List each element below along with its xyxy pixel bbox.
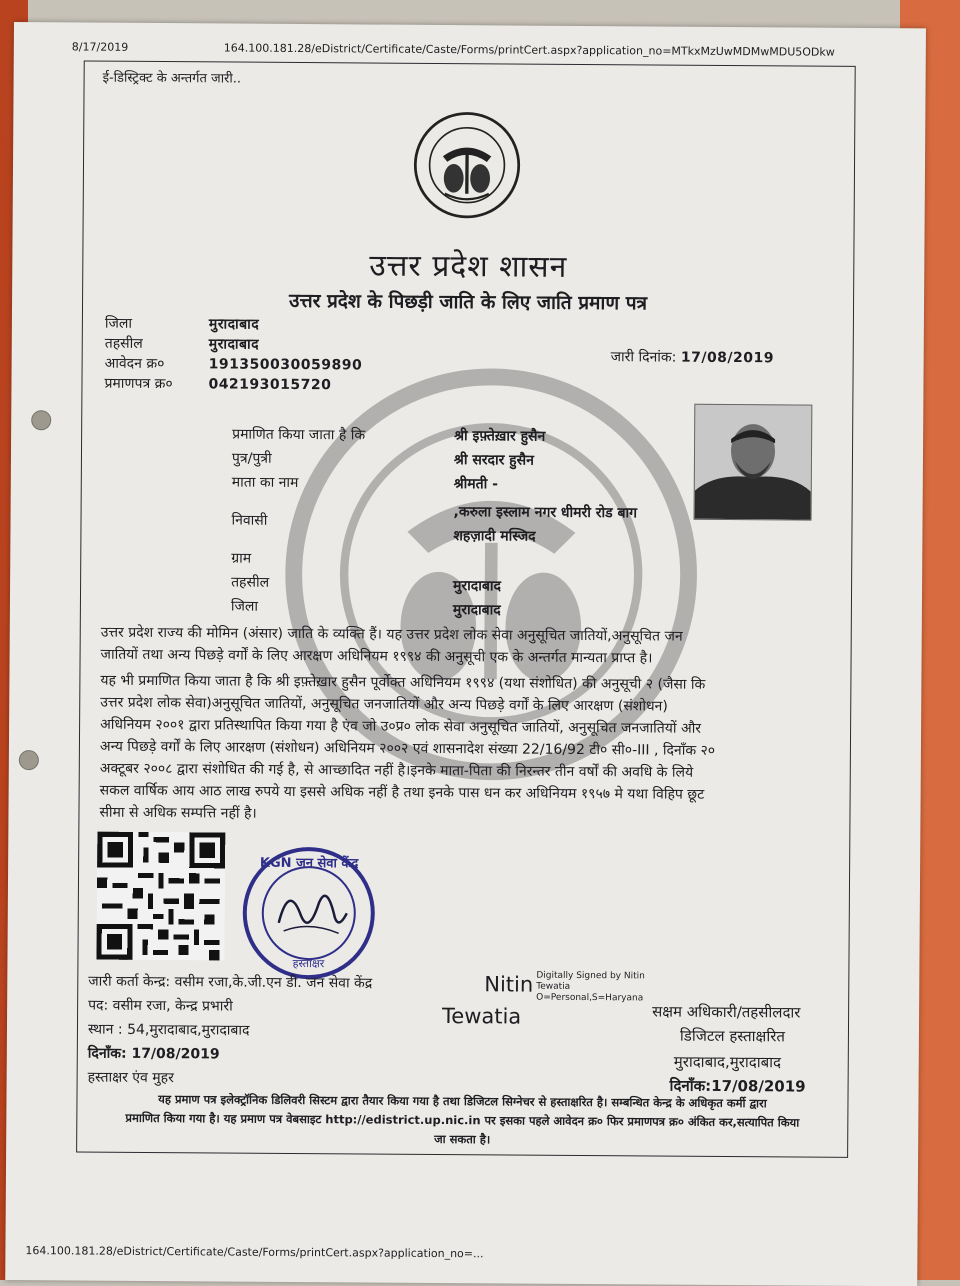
issue-date: जारी दिनांक: 17/08/2019 — [610, 349, 775, 367]
detail-value-mother: श्रीमती - — [453, 476, 499, 493]
detail-label-resident: निवासी — [231, 512, 268, 529]
government-title: उत्तर प्रदेश शासन — [369, 248, 568, 285]
digital-sign-info: Digitally Signed by Nitin Tewatia O=Personal,S=Haryana — [536, 970, 645, 1004]
caste-paragraph: उत्तर प्रदेश राज्य की मोमिन (अंसार) जाति के व्यक्ति हैं। यह उत्तर प्रदेश लोक सेवा अनुसूचित जातियों,अनुसूचित जन जातियों तथा अन्य पिछड़े वर्गों के लिए आरक्षण अधिनियम १९९४ की अनुसूची एक के अन्तर्गत मान्यता प्राप्त है। — [100, 624, 683, 667]
svg-text:हस्ताक्षर: हस्ताक्षर — [292, 956, 325, 971]
svg-text:KGN जन सेवा केंद्र: KGN जन सेवा केंद्र — [259, 855, 359, 872]
applicant-photo — [694, 404, 813, 521]
punch-hole — [31, 410, 51, 430]
issuer-sign-seal: हस्ताक्षर एंव मुहर — [87, 1069, 174, 1087]
detail-label-son-daughter: पुत्र/पुत्री — [231, 450, 272, 467]
detail-value-address-2: शहज़ादी मस्जिद — [453, 528, 536, 545]
detail-label-village: ग्राम — [231, 550, 252, 567]
punch-hole — [19, 750, 39, 770]
print-date: 8/17/2019 — [71, 40, 129, 54]
certificate-paper — [5, 22, 926, 1286]
issuer-post: पद: वसीम रजा, केन्द्र प्रभारी — [88, 997, 233, 1015]
certificate-title: उत्तर प्रदेश के पिछड़ी जाति के लिए जाति प्रमाण पत्र — [289, 289, 648, 315]
disclaimer: यह प्रमाण पत्र इलेक्ट्रॉनिक डिलिवरी सिस्टम द्वारा तैयार किया गया है तथा डिजिटल सिग्नेचर से हस्ताक्षरित है। सम्बन्धित केन्द्र के अधिकृत कर्मी द्वारा प्रमाणित किया गया है। यह प्रमाण पत्र वेबसाइट http://edistrict.up.nic.in पर इसका पहले आवेदन क्र० फिर प्रमाणपत्र क्र० अंकित कर,सत्यापित किया जा सकता है। — [125, 1092, 800, 1147]
detail-label-certified: प्रमाणित किया जाता है कि — [232, 426, 366, 444]
issuer-date: दिनाँक: 17/08/2019 — [87, 1045, 220, 1063]
detail-value-name: श्री इफ़्तेख़ार हुसैन — [454, 428, 546, 445]
authority-designation: सक्षम अधिकारी/तहसीलदार — [652, 1002, 801, 1022]
detail-value-district: मुरादाबाद — [452, 602, 501, 619]
person-photo-icon — [695, 405, 812, 520]
kgn-seal-stamp-icon — [238, 843, 379, 984]
meta-certificate-no: प्रमाणपत्र क्र० 042193015720 — [104, 375, 332, 394]
detail-value-tehsil: मुरादाबाद — [453, 578, 501, 595]
qr-code-icon — [96, 832, 225, 961]
authority-place: मुरादाबाद,मुरादाबाद — [673, 1052, 782, 1072]
meta-tehsil: तहसील मुरादाबाद — [104, 335, 260, 353]
print-footer-url: 164.100.181.28/eDistrict/Certificate/Caste/Forms/printCert.aspx?application_no=... — [25, 1244, 484, 1261]
detail-label-district: जिला — [230, 598, 259, 615]
signer-first-name: Nitin — [484, 972, 534, 997]
detail-value-address-1: ,करुला इस्लाम नगर धीमरी रोड बाग — [453, 504, 638, 522]
issuer-place: स्थान : 54,मुरादाबाद,मुरादाबाद — [87, 1021, 250, 1039]
up-govt-emblem-icon — [412, 110, 523, 221]
issued-under-note: ई-डिस्ट्रिक्ट के अन्तर्गत जारी.. — [102, 70, 242, 87]
print-url: 164.100.181.28/eDistrict/Certificate/Caste/Forms/printCert.aspx?application_no=MTkxMzUwMDMwMDU5ODkw — [223, 41, 835, 59]
detail-label-mother: माता का नाम — [231, 474, 299, 491]
issuing-center: जारी कर्ता केन्द्र: वसीम रजा,के.जी.एन डी. जन सेवा केंद्र — [88, 973, 373, 992]
authority-digital: डिजिटल हस्ताक्षरित — [679, 1026, 785, 1046]
authority-date: दिनाँक:17/08/2019 — [669, 1076, 806, 1096]
detail-value-father: श्री सरदार हुसैन — [453, 452, 534, 469]
certificate-frame — [76, 60, 856, 1157]
detail-label-tehsil: तहसील — [231, 574, 270, 591]
meta-application-no: आवेदन क्र० 191350030059890 — [104, 355, 363, 374]
meta-district: जिला मुरादाबाद — [104, 315, 260, 333]
signer-last-name: Tewatia — [441, 1004, 522, 1029]
declaration-paragraph: यह भी प्रमाणित किया जाता है कि श्री इफ़्तेख़ार हुसैन पूर्वोक्त अधिनियम १९९४ (यथा संशोधित) की अनुसूची २ (जैसा कि उत्तर प्रदेश लोक सेवा)अनुसूचित जातियों, अनुसूचित जनजातियों और अन्य पिछड़े वर्गों के लिए आरक्षण (संशोधन) अधिनियम २००१ द्वारा प्रतिस्थापित किया गया है एंव जो उ०प्र० लोक सेवा अनुसूचित जातियों, अनुसूचित जनजातियों और अन्य पिछड़े वर्गों के लिए आरक्षण (संशोधन) अधिनियम २००२ एवं शासनादेश संख्या 22/16/92 टी० सी०-III , दिनाँक २० अक्टूबर २००८ द्वारा संशोधित की गई है, से आच्छादित नहीं है।इनके माता-पिता की निरन्तर तीन वर्षों की अवधि के लिये सकल वार्षिक आय आठ लाख रुपये या इससे अधिक नहीं है तथा इनके पास धन कर अधिनियम १९५७ मे यथा विहिप छूट सीमा से अधिक सम्पत्ति नहीं है। — [99, 672, 716, 822]
